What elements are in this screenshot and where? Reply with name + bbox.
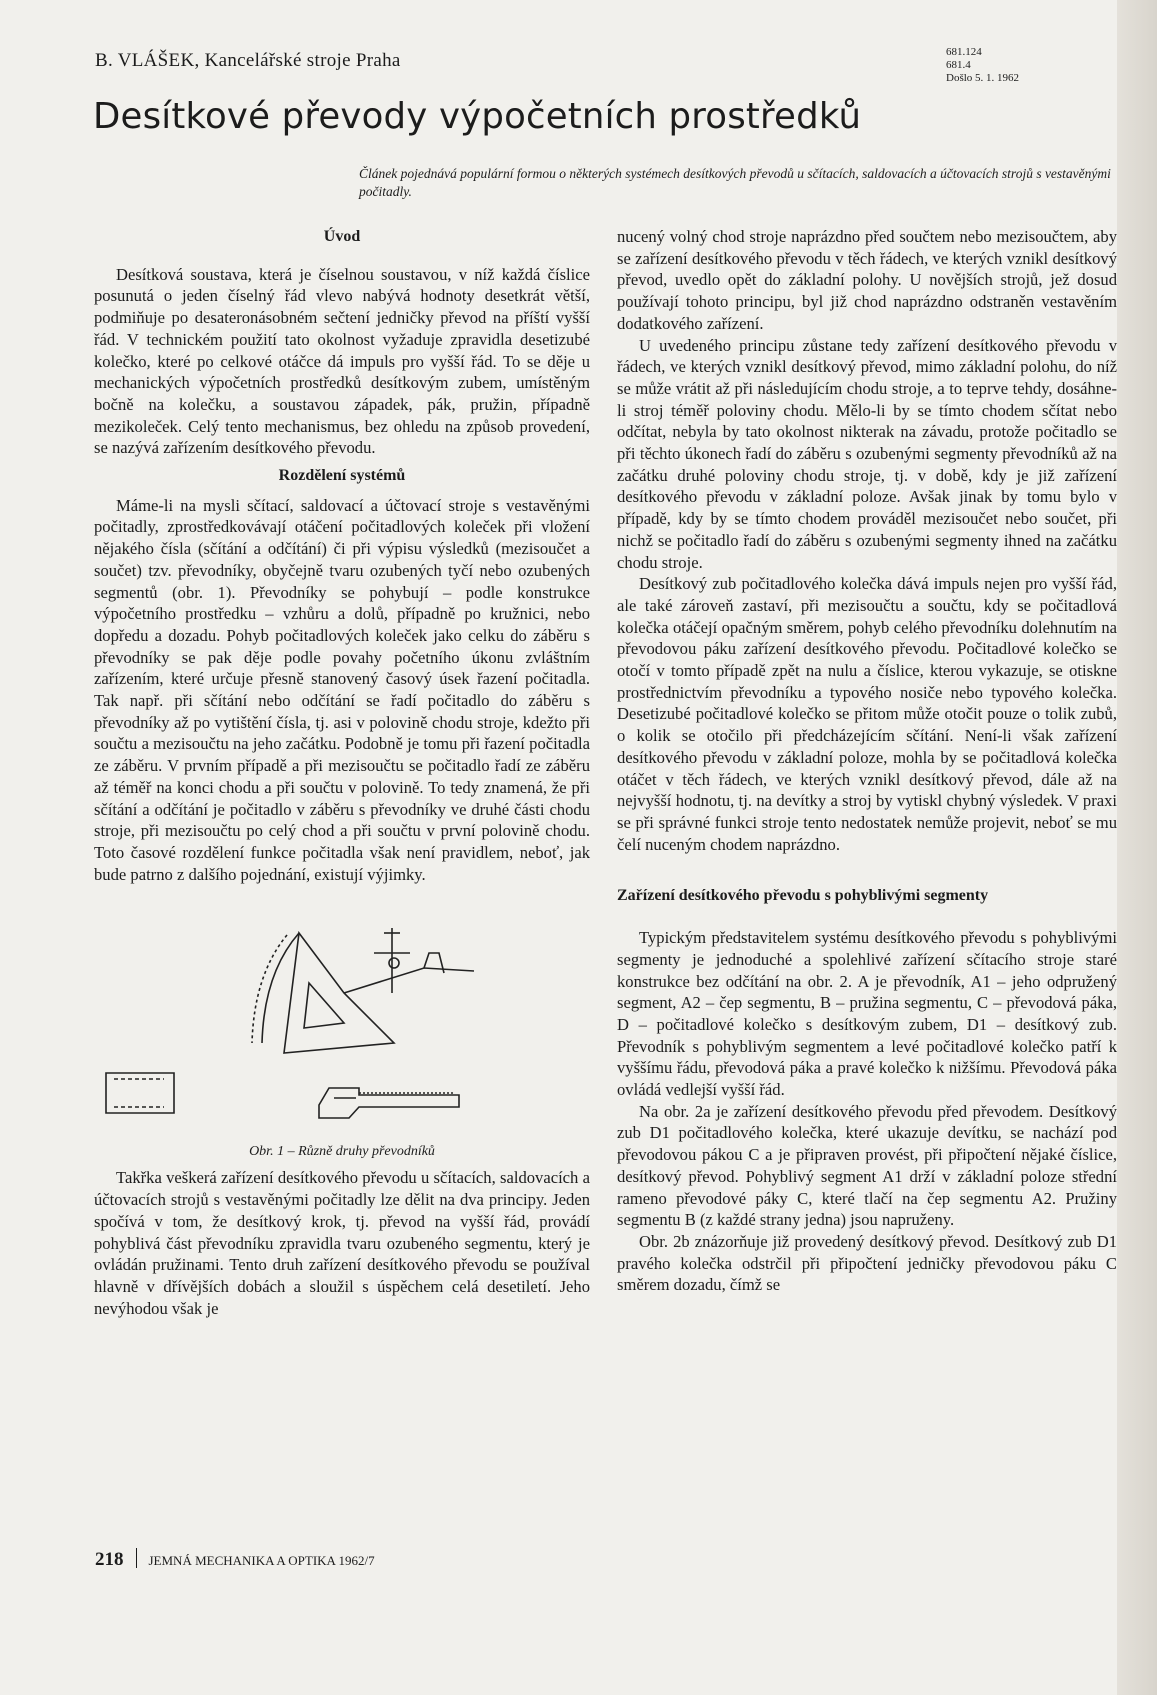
- paragraph: Máme-li na mysli sčítací, saldovací a účtovací stroje s vestavěnými počitadly, zprostředkovávají otáčení počitadlových koleček při vložení nějakého čísla (sčítání a odčítání) či při výpisu výsledků (mezisoučet a součet) tzv. převodníky, obyčejně tvaru ozubených tyčí nebo ozubených segmentů (obr. 1). Převodníky se pohybují – podle konstrukce výpočetního prostředku – vzhůru a dolů, případně po kružnici, nebo dopředu a dozadu. Pohyb počitadlových koleček jako celku do záběru s převodníky se pak děje podle povahy početního úkonu zvláštním zařízením, které určuje přesně stanovený časový úsek řazení počitadla. Tak např. při sčítání nebo odčítání se řadí počitadlo do záběru s převodníky až po vytištění čísla, tj. asi v polovině chodu stroje, kdežto při součtu a mezisoučtu na jeho začátku. Podobně je tomu při řazení počitadla ze záběru. V prvním případě a při mezisoučtu se počitadlo řadí ze záběru až téměř na konci chodu a při součtu v polovině. To tedy znamená, že při sčítání a odčítání je počitadlo v záběru s převodníky ve druhé části chodu stroje, při mezisoučtu po celý chod a při součtu v první polovině chodu. Toto časové rozdělení funkce počitadla však není pravidlem, neboť, jak bude patrno z dalšího pojednání, existují výjimky.: [94, 495, 590, 884]
- paragraph: Na obr. 2a je zařízení desítkového převodu před převodem. Desítkový zub D1 počitadlového kolečka, které ukazuje devítku, se nachází pod převodovou pákou C a je připraven provést, při připočtení nějaké číslice, desítkový převod. Pohyblivý segment A1 drží v základní poloze střední rameno převodové páky C, které tlačí na čep segmentu A2. Pružiny segmentu B (z každé strany jedna) jsou napruženy.: [617, 1101, 1117, 1230]
- author-line: B. VLÁŠEK, Kancelářské stroje Praha: [95, 50, 401, 71]
- udc-code: 681.4: [946, 59, 971, 71]
- paragraph: U uvedeného principu zůstane tedy zařízení desítkového převodu v řádech, ve kterých vznikl desítkový převod, mimo základní polohu, do níž se může vrátit až při následujícím chodu stroje, a to teprve tehdy, dosáhne-li stroj téměř poloviny chodu. Mělo-li by se tímto chodem sčítat nebo odčítat, nebyla by tato okolnost nikterak na závadu, protože počitadlo se při těchto úkonech řadí do záběru s ozubenými segmenty převodníků až na začátku druhé poloviny chodu stroje, tj. v době, kdy je již zařízení desítkového převodu v základní poloze. Avšak jinak by tomu bylo v případě, kdy by se tímto chodem prováděl mezisoučet nebo součet, při nichž se počitadlo řadí do záběru s ozubenými segmenty ihned na začátku chodu stroje.: [617, 335, 1117, 572]
- paragraph: Typickým představitelem systému desítkového převodu s pohyblivými segmenty je jednoduché a spolehlivé zařízení sčítacího stroje staré konstrukce bez odčítání na obr. 2. A je převodník, A1 – jeho odpružený segment, A2 – čep segmentu, B – pružina segmentu, C – převodová páka, D – počitadlové kolečko s desítkovým zubem, D1 – desítkový zub. Převodník s pohyblivým segmentem a levé počitadlové kolečko patří k vyššímu řádu, převodová páka a pravé kolečko k nižšímu. Převodová páka ovládá vedlejší vyšší řád.: [617, 928, 1117, 1100]
- paragraph: Takřka veškerá zařízení desítkového převodu u sčítacích, saldovacích a účtovacích strojů s vestavěnými počitadly lze dělit na dva principy. Jeden spočívá v tom, že desítkový krok, tj. převod na vyšší řád, provádí pohyblivá část převodníku zpravidla tvaru ozubeného segmentu, který je ovládán pružinami. Tento druh zařízení desítkového převodu se používal hlavně v dřívějších dobách a sloužil s úspěchem celá desetiletí. Jeho nevýhodou však je: [94, 1168, 590, 1318]
- section-heading-segments: Zařízení desítkového převodu s pohyblivými segmenty: [617, 887, 989, 905]
- section-heading-systems: Rozdělení systémů: [278, 467, 406, 485]
- footer-divider: [136, 1548, 137, 1568]
- right-column: [617, 226, 1117, 1296]
- figure-1: [94, 893, 590, 1167]
- classification-block: [946, 46, 1019, 85]
- page-number: 218: [95, 1549, 124, 1570]
- page-footer: [95, 1545, 375, 1571]
- udc-code: 681.124: [946, 46, 982, 58]
- received-date: Došlo 5. 1. 1962: [946, 72, 1020, 84]
- paragraph: Desítkový zub počitadlového kolečka dává impuls nejen pro vyšší řád, ale také zároveň zastaví, při mezisoučtu a součtu, kdy se počitadlová kolečka otáčejí opačným směrem, pohyb celého převodníku dolehnutím na převodovou páku zařízení desítkového převodu. Počitadlové kolečko se otočí v tomto případě zpět na nulu a číslice, kterou vykazuje, se otiskne prostřednictvím převodníku a typového nosiče nebo typového kolečka. Desetizubé počitadlové kolečko se přitom může otočit pouze o tolik zubů, o kolik se otočilo při předcházejícím sčítání. Není-li však zařízení desítkového převodu v základní poloze, mohla by se počitadlová kolečka otáčet v těch řádech, ve kterých vznikl desítkový převod, dále až na nejvyšší hodnotu, tj. na devítky a stroj by vytiskl chybný výsledek. V praxi se při správné funkci stroje tento nedostatek nemůže projevit, neboť se mu čelí nuceným chodem naprázdno.: [617, 574, 1117, 854]
- adjacent-page-edge: [1117, 0, 1157, 1695]
- paragraph: Desítková soustava, která je číselnou soustavou, v níž každá číslice posunutá o jeden číselný řád vlevo nabývá hodnoty desetkrát větší, podmiňuje po desateronásobném sečtení jedničky převod na příští vyšší řád. V technickém použití tato okolnost vyžaduje zpravidla desetizubé kolečko, které po celkové otáčce dá impuls pro vyšší řád. To se děje u mechanických výpočetních prostředků desítkovým zubem, umístěným bočně na kolečku, a soustavou západek, pák, pružin, případně mezikoleček. Celý tento mechanismus, bez ohledu na způsob provedení, se nazývá zařízením desítkového převodu.: [94, 264, 590, 458]
- abstract: Článek pojednává populární formou o některých systémech desítkových převodů u sčítacích, saldovacích a účtovacích strojů s vestavěnými počitadly.: [359, 166, 1111, 199]
- paragraph: Obr. 2b znázorňuje již provedený desítkový převod. Desítkový zub D1 pravého kolečka odstrčil při připočtení jedničky převodovou páku C směrem dozadu, čímž se: [617, 1231, 1117, 1295]
- figure-caption: Obr. 1 – Různě druhy převodníků: [249, 1144, 435, 1160]
- article-title: Desítkové převody výpočetních prostředků: [93, 96, 862, 137]
- paragraph: nucený volný chod stroje naprázdno před součtem nebo mezisoučtem, aby se zařízení desítkového převodu v těch řádech, ve kterých vznikl desítkový převod, uvedlo opět do základní polohy. U novějších strojů, jež dosud používají tohoto principu, byl již chod naprázdno odstraněn vestavěním dodatkového zařízení.: [617, 227, 1117, 333]
- transfer-mechanism-drawing: [94, 893, 590, 1133]
- journal-name: JEMNÁ MECHANIKA A OPTIKA 1962/7: [148, 1553, 375, 1568]
- section-heading-intro: Úvod: [323, 228, 361, 245]
- left-column: [94, 226, 590, 1319]
